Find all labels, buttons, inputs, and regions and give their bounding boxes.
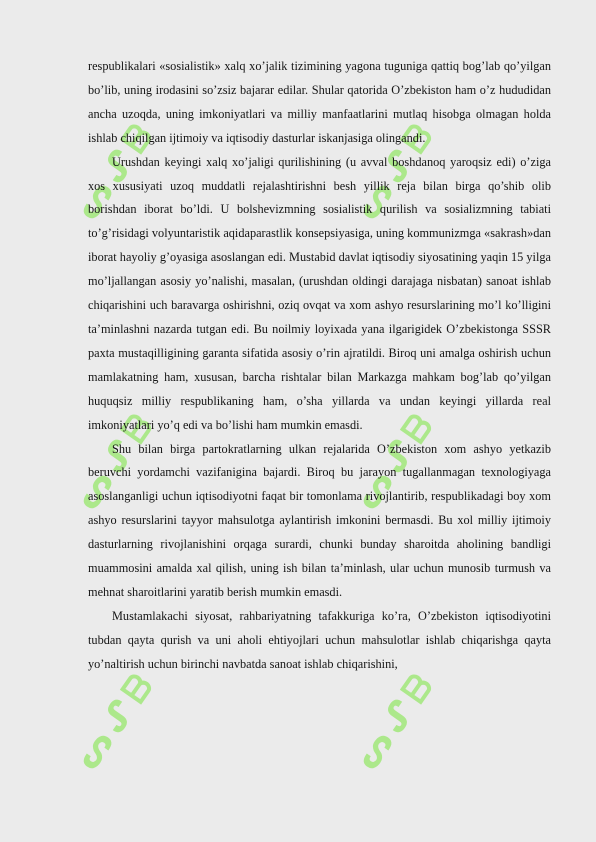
paragraph: Urushdan keyingi xalq xo’jaligi qurilishining (u avval boshdanoq yaroqsiz edi) o’ziga xos xususiyati uzoq muddatli rejalashtirishni besh yillik reja bilan birga qo’shib olib borishdan iborat bo’ldi. U bolshevizmning sosialistik qurilish va sosializmning tabiati to’g’risidagi volyuntaristik aqidaparastlik konsepsiyasiga, uning kommunizmga «sakrash»dan iborat hayoliy g’oyasiga asoslangan edi. Mustabid davlat iqtisodiy siyosatining yaqin 15 yilga mo’ljallangan asosiy yo’nalishi, masalan, (urushdan oldingi darajaga nisbatan) sanoat ishlab chiqarishini uch baravarga oshirishni, oziq ovqat va xom ashyo resurslarining mo’l ko’lligini ta’minlashni nazarda tutgan edi. Bu noilmiy loyixada yana ilgarigidek O’zbekistonga SSSR paxta mustaqilligining garanta sifatida asosiy o’rin ajratildi. Biroq uni amalga oshirish uchun mamlakatning ham, xususan, barcha rishtalar bilan Markazga mahkam bog’lab qo’yilgan huquqsiz milliy respublikaning ham, o’sha yillarda va undan keyingi yillarda real imkoniyatlari yo’q edi va bo’lishi ham mumkin emasdi. xyxy=(88,154,551,432)
body-text xyxy=(88,55,551,677)
watermark-logo: ᔕᔑᗷ xyxy=(67,112,165,228)
watermark-logo: ᔕᔑᗷ xyxy=(347,402,445,518)
paragraph: Mustamlakachi siyosat, rahbariyatning tafakkuriga ko’ra, O’zbekiston iqtisodiyotini tubdan qayta qurish va uni aholi ehtiyojlari uchun mahsulotlar ishlab chiqarishga qayta yo’naltirish uchun birinchi navbatda sanoat ishlab chiqarishini, xyxy=(88,608,551,671)
paragraph: respublikalari «sosialistik» xalq xo’jalik tizimining yagona tuguniga qattiq bog’lab qo’yilgan bo’lib, uning irodasini so’zsiz bajarar edilar. Shular qatorida O’zbekiston ham o’z hududidan ancha uzoqda, uning imkoniyatlari va milliy manfaatlarini mutlaq hisobga olmagan holda ishlab chiqilgan ijtimoiy va iqtisodiy dasturlar iskanjasiga olingandi. xyxy=(88,59,551,145)
watermark-logo: ᔕᔑᗷ xyxy=(67,402,165,518)
watermark-logo: ᔕᔑᗷ xyxy=(67,662,165,778)
watermark-logo: ᔕᔑᗷ xyxy=(347,112,445,228)
paragraph: Shu bilan birga partokratlarning ulkan rejalarida O’zbekiston xom ashyo yetkazib beruvchi yordamchi vazifanigina bajardi. Biroq bu jarayon tugallanmagan texnologiyaga asoslanganligi uchun iqtisodiyotni faqat bir tomonlama rivojlantirib, respublikadagi boy xom ashyo resurslarini tayyor mahsulotga aylantirish imkonini bermasdi. Bu xol milliy ijtimoiy dasturlarning rivojlanishini orqaga surardi, chunki bunday sharoitda aholining bandligi muammosini amalda xal qilish, uning ish bilan ta’minlash, ular uchun munosib turmush va mehnat sharoitlarini yaratib berish mumkin emasdi. xyxy=(88,441,551,599)
watermark-logo: ᔕᔑᗷ xyxy=(347,662,445,778)
